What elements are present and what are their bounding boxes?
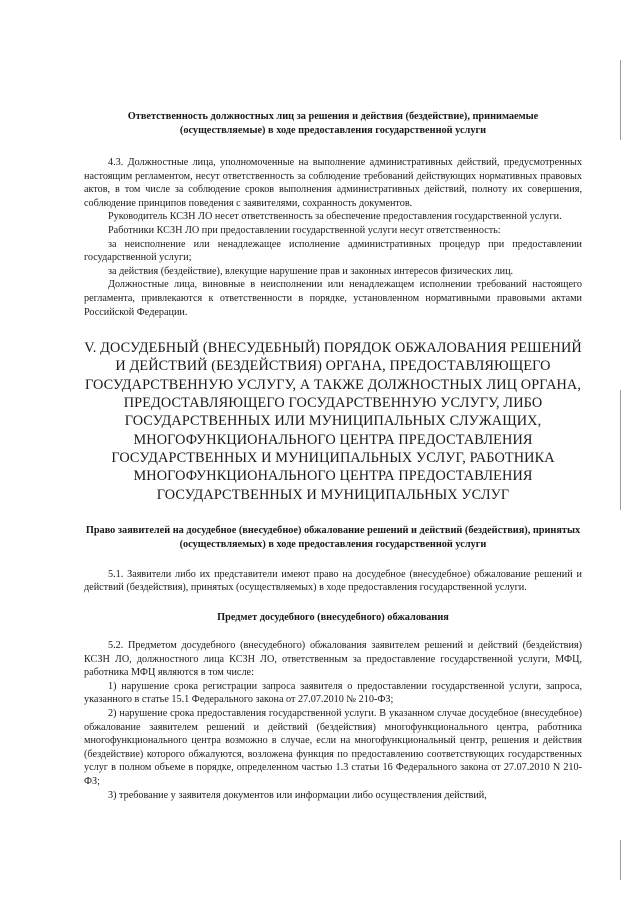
paragraph-5-2-item-2: 2) нарушение срока предоставления государственной услуги. В указанном случае досудебное (внесудебное) обжалование заявителем решений и действий (бездействия) многофункционального центра, работника многофункционального центра возможно в случае, если на многофункциональный центр, решения и действия (бездействие) которого обжалуются, возложена функция по предоставлению соответствующих государственных услуг в полном объеме в порядке, определенном частью 1.3 статьи 16 Федерального закона от 27.07.2010 N 210-ФЗ; bbox=[84, 707, 582, 787]
paragraph-5-2-item-3: 3) требование у заявителя документов или информации либо осуществления действий, bbox=[108, 789, 487, 801]
paragraph-5-1: 5.1. Заявители либо их представители имеют право на досудебное (внесудебное) обжалование решений и действий (бездействия), принятых (осуществляемых) в ходе предоставления государственной услуги. bbox=[84, 568, 582, 594]
paragraph-workers-item-1: за неисполнение или ненадлежащее исполнение административных процедур при предоставлении государственной услуги; bbox=[84, 238, 582, 264]
scan-edge-line bbox=[620, 840, 621, 880]
paragraph-4-3: 4.3. Должностные лица, уполномоченные на выполнение административных действий, предусмотренных настоящим регламентом, несут ответственность за соблюдение требований действующих нормативных правовых актов, в том числе за соблюдение сроков выполнения административных действий, полноту их совершения, соблюдение принципов поведения с заявителями, сохранность документов. bbox=[84, 157, 582, 209]
paragraph-head-responsibility: Руководитель КСЗН ЛО несет ответственность за обеспечение предоставления государственной услуги. bbox=[108, 211, 562, 223]
section-iv-title: Ответственность должностных лиц за решения и действия (бездействие), принимаемые (осуществляемые) в ходе предоставления государственной услуги bbox=[127, 111, 539, 136]
paragraph-officials-liability: Должностные лица, виновные в неисполнении или ненадлежащем исполнении требований настоящего регламента, привлекаются к ответственности в порядке, установленном нормативными правовыми актами Российской Федерации. bbox=[84, 279, 582, 318]
subtitle-right-to-appeal: Право заявителей на досудебное (внесудебное) обжалование решений и действий (бездействия), принятых (осуществляемых) в ходе предоставления государственной услуги bbox=[85, 524, 581, 550]
scan-edge-line bbox=[620, 390, 621, 510]
subtitle-subject-of-appeal: Предмет досудебного (внесудебного) обжалования bbox=[217, 611, 449, 623]
paragraph-workers-responsibility: Работники КСЗН ЛО при предоставлении государственной услуги несут ответственность: bbox=[108, 224, 501, 236]
scan-edge-line bbox=[620, 60, 621, 140]
paragraph-5-2: 5.2. Предметом досудебного (внесудебного) обжалования заявителем решений и действий (бездействия) КСЗН ЛО, должностного лица КСЗН ЛО, ответственным за предоставление государственной услуги, МФЦ, работника МФЦ являются в том числе: bbox=[84, 639, 582, 679]
document-body bbox=[84, 110, 582, 802]
paragraph-5-2-item-1: 1) нарушение срока регистрации запроса заявителя о предоставлении государственной услуги, запроса, указанного в статье 15.1 Федерального закона от 27.07.2010 № 210-ФЗ; bbox=[84, 680, 582, 706]
paragraph-workers-item-2: за действия (бездействие), влекущие нарушение прав и законных интересов физических лиц. bbox=[108, 265, 514, 277]
section-v-title: V. ДОСУДЕБНЫЙ (ВНЕСУДЕБНЫЙ) ПОРЯДОК ОБЖАЛОВАНИЯ РЕШЕНИЙ И ДЕЙСТВИЙ (БЕЗДЕЙСТВИЯ) ОРГАНА, ПРЕДОСТАВЛЯЮЩЕГО ГОСУДАРСТВЕННУЮ УСЛУГУ, А ТАКЖЕ ДОЛЖНОСТНЫХ ЛИЦ ОРГАНА, ПРЕДОСТАВЛЯЮЩЕГО ГОСУДАРСТВЕННУЮ УСЛУГУ, ЛИБО ГОСУДАРСТВЕННЫХ ИЛИ МУНИЦИПАЛЬНЫХ СЛУЖАЩИХ, МНОГОФУНКЦИОНАЛЬНОГО ЦЕНТРА ПРЕДОСТАВЛЕНИЯ ГОСУДАРСТВЕННЫХ И МУНИЦИПАЛЬНЫХ УСЛУГ, РАБОТНИКА МНОГОФУНКЦИОНАЛЬНОГО ЦЕНТРА ПРЕДОСТАВЛЕНИЯ ГОСУДАРСТВЕННЫХ И МУНИЦИПАЛЬНЫХ УСЛУГ bbox=[84, 340, 582, 503]
